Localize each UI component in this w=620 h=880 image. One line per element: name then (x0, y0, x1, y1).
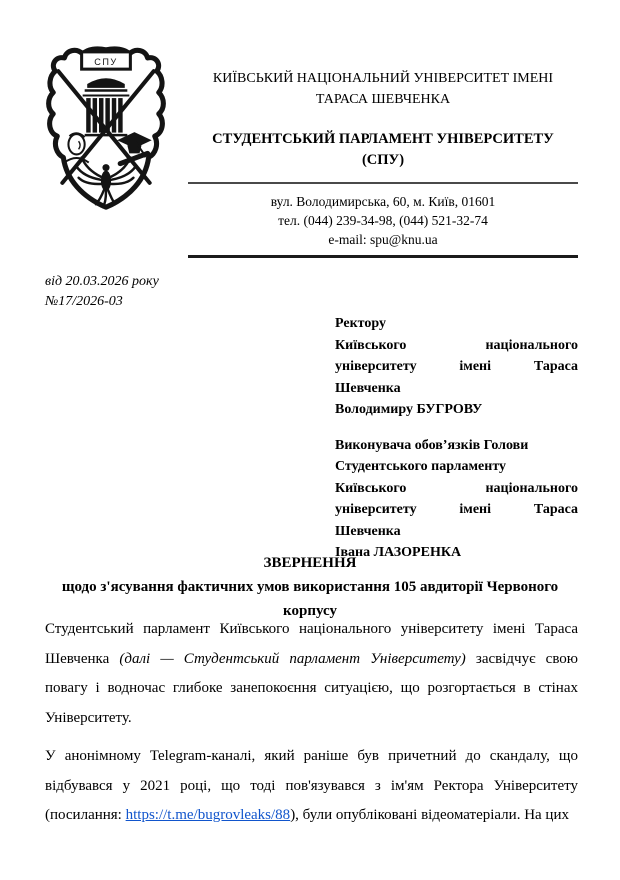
letterhead-divider-bottom (188, 255, 578, 258)
addressee-line: Ректору (335, 316, 386, 331)
paragraph-2 (45, 742, 578, 831)
paragraph-1-text: Студентський парламент Київського національного університету імені Тараса Шевченка (45, 621, 578, 667)
paragraph-1 (45, 615, 578, 733)
addressee-line: університету імені Тараса (335, 359, 578, 374)
paragraph-1-italic-text: (далі — Студентський парламент Університету) (119, 650, 466, 667)
university-name-line1: КИЇВСЬКИЙ НАЦІОНАЛЬНИЙ УНІВЕРСИТЕТ ІМЕНІ (212, 71, 554, 86)
document-subtitle: щодо з'ясування фактичних умов використання 105 авдиторії Червоного корпусу (61, 579, 559, 619)
addressee-line: Шевченка (335, 523, 401, 539)
crest-banner-text: СПУ (94, 57, 118, 68)
crest-banner (82, 52, 131, 69)
letter-number: №17/2026-03 (45, 294, 123, 309)
reference-block (45, 272, 159, 312)
addressee-line: Київського національного (335, 480, 578, 496)
phone-line: тел. (044) 239-34-98, (044) 521-32-74 (278, 213, 488, 228)
addressee-line: Володимиру БУГРОВУ (335, 402, 483, 417)
email-line: e-mail: spu@knu.ua (328, 232, 438, 247)
letter-date: від 20.03.2026 року (45, 274, 159, 289)
contact-info (188, 192, 578, 249)
organization-name (188, 129, 578, 171)
organization-name-line1: СТУДЕНТСЬКИЙ ПАРЛАМЕНТ УНІВЕРСИТЕТУ (212, 131, 554, 147)
university-name-line2: ТАРАСА ШЕВЧЕНКА (315, 92, 451, 107)
addressee-parliament-head (335, 435, 578, 564)
phoenix-icon (77, 157, 136, 207)
addressee-block (335, 313, 578, 564)
letter-body (45, 615, 578, 840)
spu-crest-logo (40, 38, 172, 214)
paragraph-2-text: У анонімному Telegram-каналі, який раніше був причетний до скандалу, що відбувався у 2021 році, що тоді пов'язувався з ім'ям Ректора Університету (посилання: (45, 748, 578, 823)
addressee-line: Івана ЛАЗОРЕНКА (335, 545, 462, 560)
addressee-line: Київського національного (335, 337, 578, 353)
addressee-line: Виконувача обов’язків Голови (335, 437, 529, 453)
paragraph-2-text: ), були опубліковані відеоматеріали. На цих (290, 807, 569, 823)
addressee-rector (335, 313, 578, 421)
addressee-line: Шевченка (335, 380, 401, 396)
telegram-link[interactable]: https://t.me/bugrovleaks/88 (125, 807, 291, 823)
paragraph-1-text: засвідчує свою повагу і водночас глибоке занепокоєння ситуацією, що розгортається в стінах Університету. (45, 650, 579, 726)
addressee-gap (335, 421, 578, 435)
subject-block (42, 551, 578, 623)
organization-name-line2: (СПУ) (361, 152, 405, 168)
letterhead-divider-top (188, 182, 578, 184)
letterhead (188, 68, 578, 266)
addressee-line: Студентського парламенту (335, 459, 507, 474)
address-line: вул. Володимирська, 60, м. Київ, 01601 (270, 194, 496, 209)
university-name (188, 68, 578, 110)
addressee-line: університету імені Тараса (335, 502, 578, 517)
document-title: ЗВЕРНЕННЯ (263, 555, 357, 571)
